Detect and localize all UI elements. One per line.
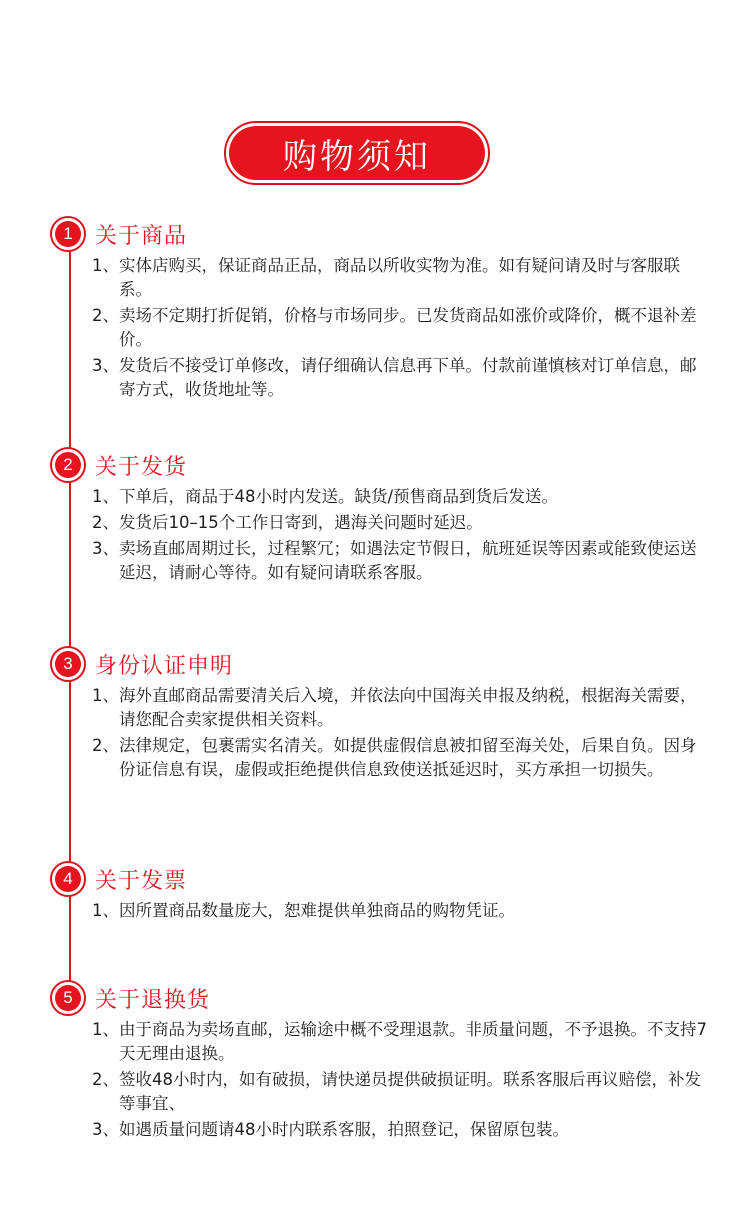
section-title: 身份认证申明 [95, 653, 234, 679]
section-items [92, 1018, 712, 1144]
item-text: 法律规定，包裹需实名清关。如提供虚假信息被扣留至海关处，后果自负。因身份证信息有误，虚假或拒绝提供信息致使送抵延迟时，买方承担一切损失。 [119, 736, 697, 779]
item-number: 2、 [92, 306, 119, 325]
list-item [92, 354, 712, 402]
item-number: 1、 [92, 901, 119, 920]
item-number: 1、 [92, 256, 119, 275]
page-title-banner [224, 121, 490, 185]
item-number: 1、 [92, 487, 119, 506]
item-number: 3、 [92, 1120, 119, 1139]
item-text: 发货后不接受订单修改，请仔细确认信息再下单。付款前谨慎核对订单信息，邮寄方式，收货地址等。 [119, 356, 697, 399]
item-number: 2、 [92, 513, 119, 532]
section-items [92, 684, 712, 784]
list-item [92, 485, 712, 509]
list-item [92, 1068, 712, 1116]
item-number: 1、 [92, 686, 119, 705]
item-number: 2、 [92, 1070, 119, 1089]
list-item [92, 734, 712, 782]
list-item [92, 684, 712, 732]
section-number-badge [50, 216, 86, 252]
section-items [92, 254, 712, 404]
item-text: 卖场直邮周期过长，过程繁冗；如遇法定节假日，航班延误等因素或能致使运送延迟，请耐心等待。如有疑问请联系客服。 [119, 539, 697, 582]
section-header [50, 646, 233, 682]
section-number-badge [50, 980, 86, 1016]
list-item [92, 1018, 712, 1066]
section-number: 2 [55, 452, 81, 478]
list-item [92, 899, 712, 923]
section-title: 关于退换货 [95, 987, 211, 1013]
section-title: 关于发票 [95, 868, 188, 894]
section-header [50, 447, 187, 483]
item-text: 卖场不定期打折促销，价格与市场同步。已发货商品如涨价或降价，概不退补差价。 [119, 306, 697, 349]
item-number: 3、 [92, 356, 119, 375]
section-header [50, 216, 187, 252]
section-number-badge [50, 861, 86, 897]
section-items [92, 485, 712, 587]
item-text: 签收48小时内，如有破损，请快递员提供破损证明。联系客服后再议赔偿，补发等事宜、 [119, 1070, 701, 1113]
item-text: 下单后，商品于48小时内发送。缺货/预售商品到货后发送。 [119, 487, 559, 506]
item-number: 1、 [92, 1020, 119, 1039]
section-items [92, 899, 712, 925]
section-number: 5 [55, 985, 81, 1011]
list-item [92, 1118, 712, 1142]
section-number: 3 [55, 651, 81, 677]
item-text: 因所置商品数量庞大，恕难提供单独商品的购物凭证。 [119, 901, 515, 920]
item-text: 实体店购买，保证商品正品，商品以所收实物为准。如有疑问请及时与客服联系。 [119, 256, 680, 299]
section-title: 关于发货 [95, 454, 188, 480]
page-title: 购物须知 [229, 126, 485, 180]
section-number: 1 [55, 221, 81, 247]
item-text: 由于商品为卖场直邮，运输途中概不受理退款。非质量问题，不予退换。不支持7天无理由退换。 [119, 1020, 707, 1063]
section-header [50, 980, 210, 1016]
item-number: 2、 [92, 736, 119, 755]
list-item [92, 537, 712, 585]
item-number: 3、 [92, 539, 119, 558]
list-item [92, 254, 712, 302]
list-item [92, 304, 712, 352]
item-text: 海外直邮商品需要清关后入境，并依法向中国海关申报及纳税，根据海关需要，请您配合卖家提供相关资料。 [119, 686, 697, 729]
section-number: 4 [55, 866, 81, 892]
item-text: 发货后10–15个工作日寄到，遇海关问题时延迟。 [119, 513, 483, 532]
section-header [50, 861, 187, 897]
item-text: 如遇质量问题请48小时内联系客服，拍照登记，保留原包装。 [119, 1120, 569, 1139]
section-title: 关于商品 [95, 223, 188, 249]
list-item [92, 511, 712, 535]
section-number-badge [50, 646, 86, 682]
section-number-badge [50, 447, 86, 483]
